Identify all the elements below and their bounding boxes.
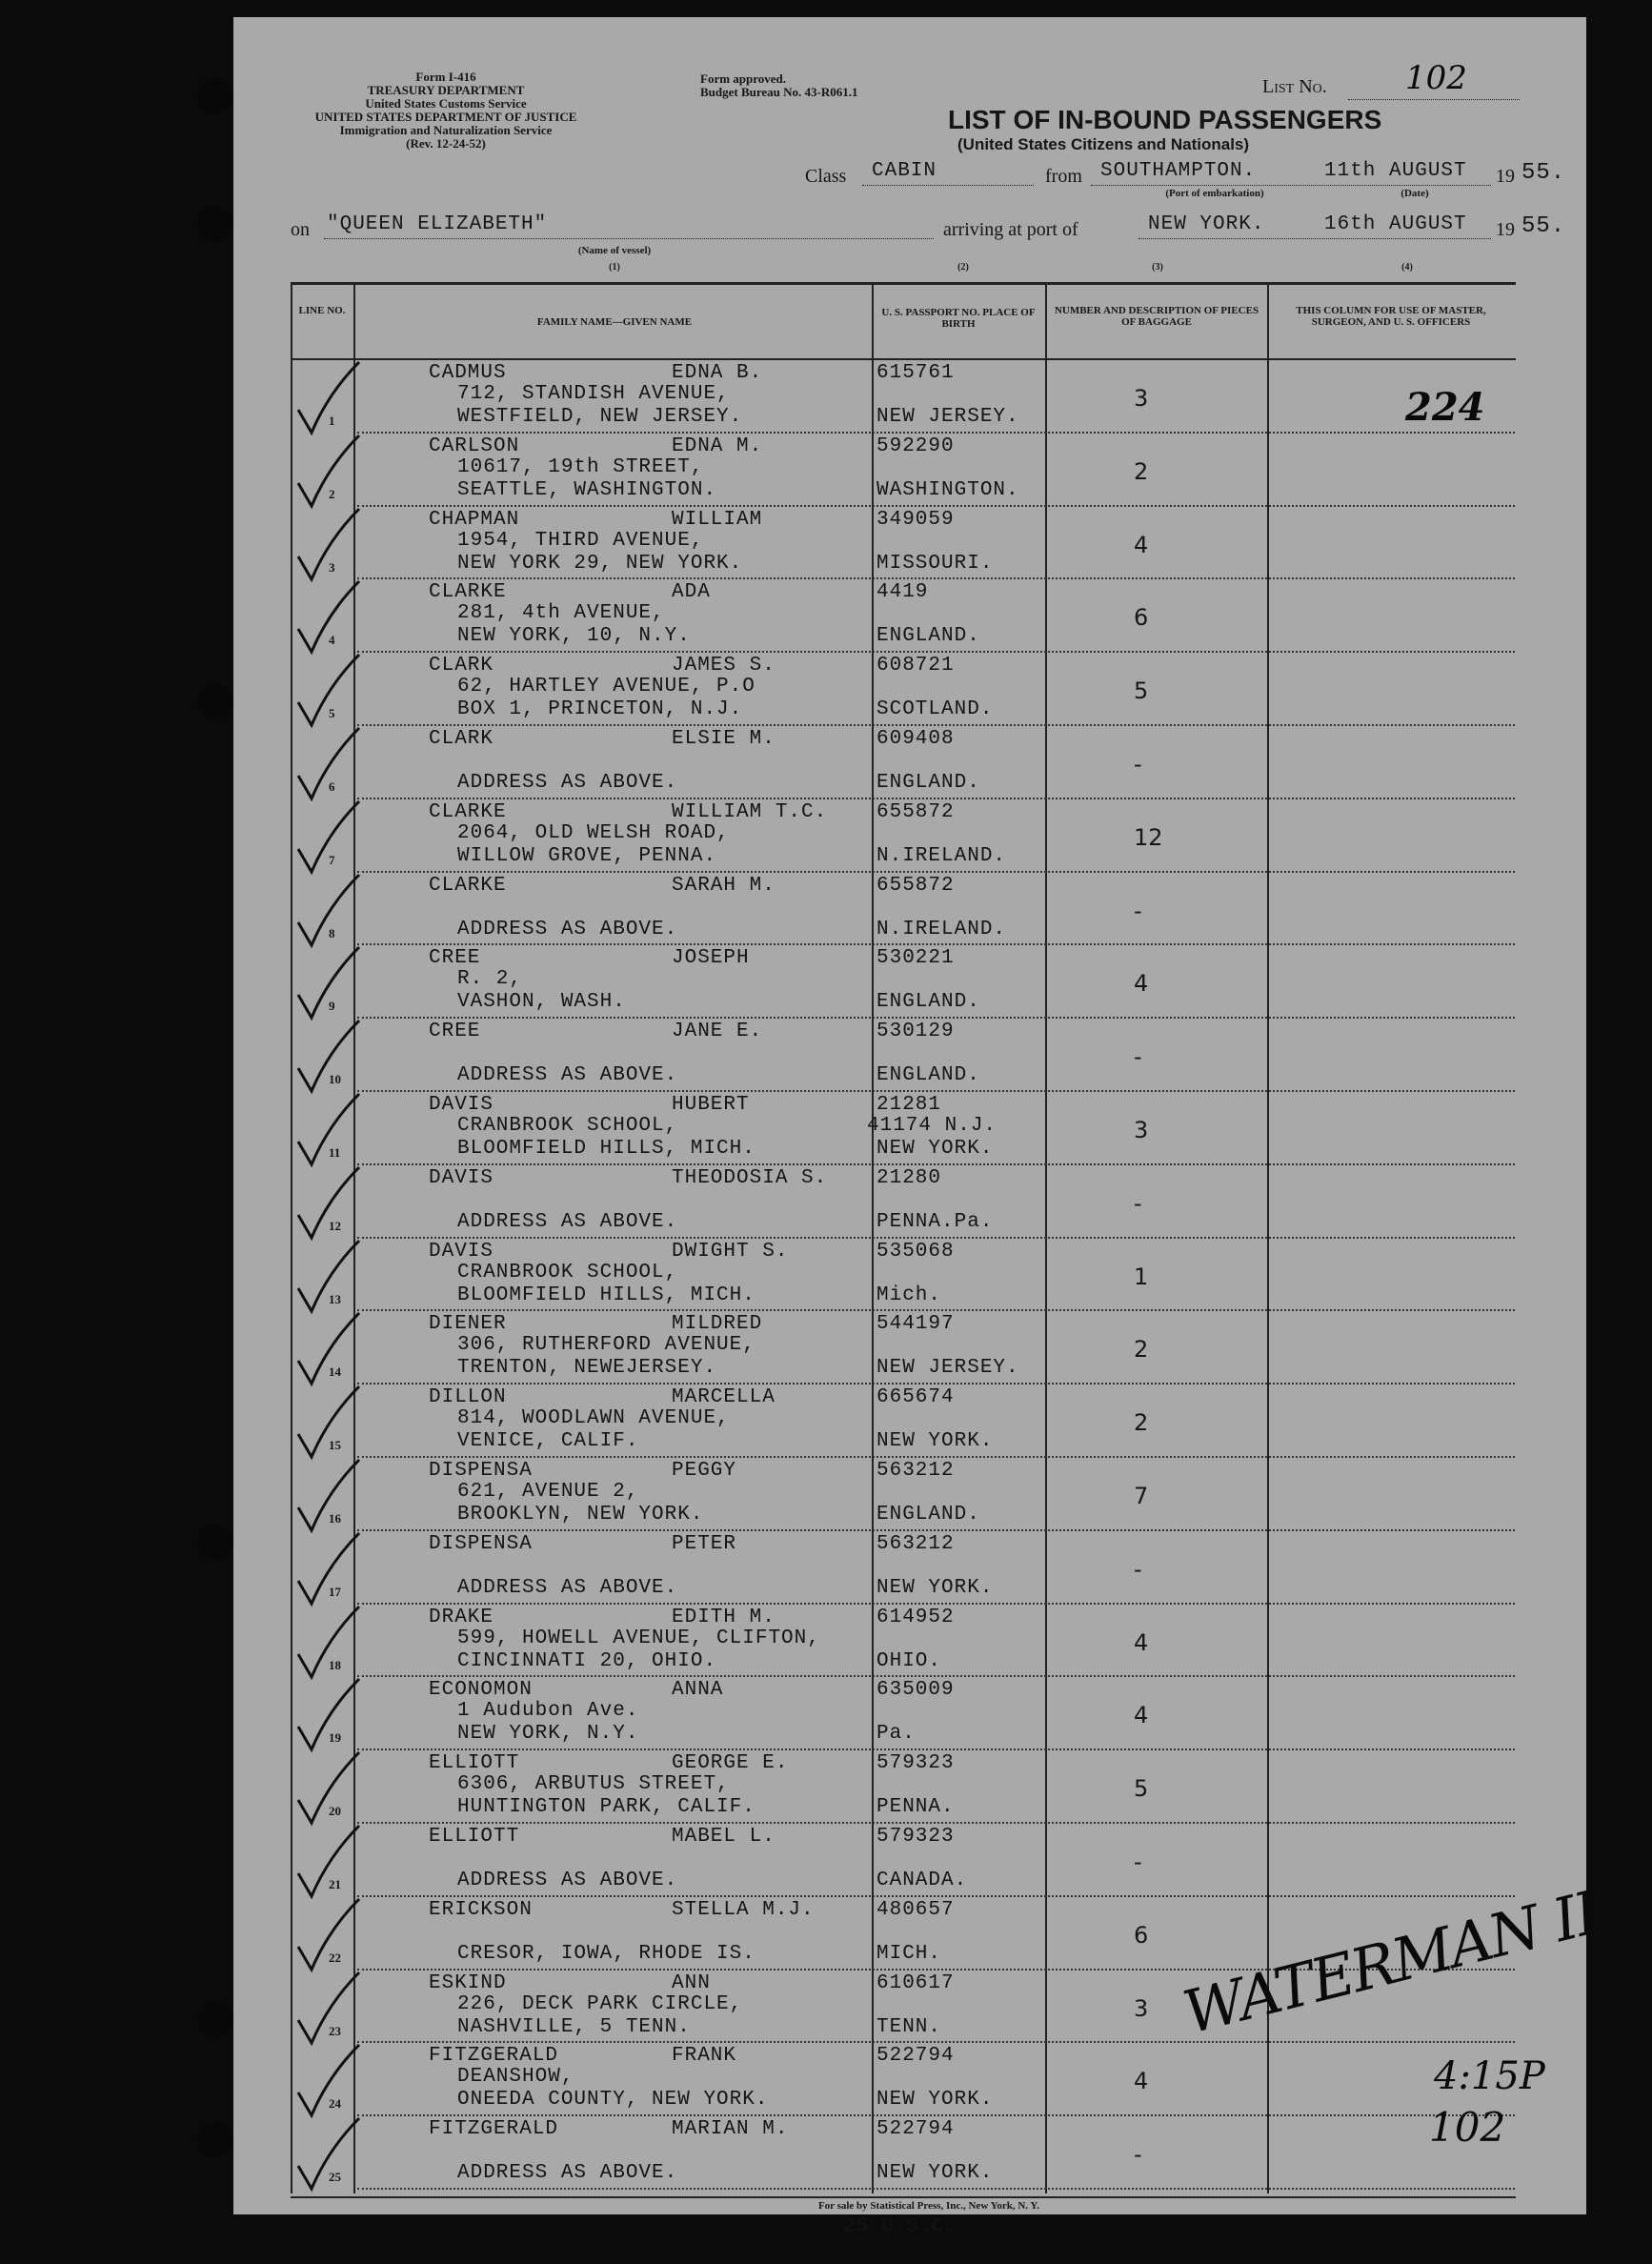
given-name: MILDRED [672, 1313, 763, 1336]
list-no-label: List No. [1262, 76, 1327, 97]
family-name: CLARK [429, 728, 494, 750]
baggage-count: - [1134, 1849, 1142, 1875]
title: LIST OF IN-BOUND PASSENGERS [948, 105, 1382, 134]
baggage-count: 5 [1134, 1775, 1149, 1803]
address-line-2: HUNTINGTON PARK, CALIF. [457, 1796, 755, 1819]
place-of-birth: ENGLAND. [876, 772, 980, 794]
address-line-2: ADDRESS AS ABOVE. [457, 918, 678, 940]
date-caption: (Date) [1400, 188, 1429, 199]
address-line-2: ADDRESS AS ABOVE. [457, 1576, 678, 1599]
form-id-block [289, 71, 603, 151]
baggage-count: 4 [1134, 2068, 1149, 2095]
row-separator [357, 577, 1515, 579]
class-label: Class [805, 166, 847, 187]
line-number: 16 [329, 1511, 341, 1526]
address-line-2: ONEEDA COUNTY, NEW YORK. [457, 2089, 769, 2112]
given-name: EDNA B. [672, 362, 763, 384]
row-separator [357, 1090, 1515, 1092]
from-label: from [1045, 166, 1082, 187]
given-name: MARIAN M. [672, 2118, 789, 2141]
place-of-birth: NEW YORK. [876, 1430, 994, 1453]
place-of-birth: MICH. [876, 1942, 942, 1965]
address-line-2: VENICE, CALIF. [457, 1430, 639, 1453]
passport-number: 579323 [876, 1826, 955, 1848]
header-baggage: NUMBER AND DESCRIPTION OF PIECES OF BAGGAGE [1054, 305, 1259, 328]
list-no-value: 102 [1405, 59, 1467, 97]
line-number: 21 [329, 1877, 341, 1891]
family-name: CLARK [429, 655, 494, 677]
address-line-1: 10617, 19th STREET, [457, 455, 704, 478]
bottom-code: 25 U.S.C. [843, 2214, 957, 2238]
check-mark-icon [291, 2111, 367, 2196]
header-line-no: LINE NO. [298, 305, 346, 316]
class-value: CABIN [872, 160, 937, 182]
passport-number: 608721 [876, 655, 955, 677]
address-line-2: WESTFIELD, NEW JERSEY. [457, 406, 743, 428]
place-of-birth: Mich. [876, 1284, 942, 1306]
given-name: WILLIAM T.C. [672, 800, 828, 823]
header-passport: U. S. PASSPORT NO. PLACE OF BIRTH [881, 307, 1036, 330]
passport-number: 480657 [876, 1898, 955, 1921]
family-name: DAVIS [429, 1094, 494, 1116]
baggage-count: 4 [1134, 531, 1149, 558]
row-separator [357, 798, 1515, 799]
col-number-4: (4) [1401, 262, 1413, 273]
given-name: JAMES S. [672, 655, 776, 677]
given-name: DWIGHT S. [672, 1240, 789, 1263]
revision-date: (Rev. 12-24-52) [406, 136, 486, 151]
given-name: JOSEPH [672, 947, 750, 970]
form-approved: Form approved. [700, 71, 787, 86]
baggage-count: - [1134, 2141, 1142, 2169]
line-number: 6 [329, 779, 335, 794]
binder-hole [197, 2121, 233, 2157]
footer-note: For sale by Statistical Press, Inc., New York, N. Y. [817, 2200, 1040, 2212]
baggage-count: - [1134, 751, 1142, 778]
given-name: PEGGY [672, 1460, 737, 1482]
baggage-count: - [1134, 1043, 1142, 1071]
binder-hole [197, 206, 233, 242]
family-name: DIENER [429, 1313, 507, 1336]
passport-number: 544197 [876, 1313, 955, 1336]
given-name: EDNA M. [672, 435, 763, 457]
year-prefix-1: 19 [1496, 166, 1515, 187]
family-name: ELLIOTT [429, 1752, 520, 1775]
row-separator [357, 2114, 1515, 2116]
baggage-count: 4 [1134, 1702, 1149, 1729]
place-of-birth: TENN. [876, 2015, 942, 2038]
baggage-count: 1 [1134, 1263, 1149, 1290]
arrival-port: NEW YORK. [1148, 213, 1265, 235]
address-line-1: 621, AVENUE 2, [457, 1481, 639, 1503]
treasury-dept: TREASURY DEPARTMENT [367, 83, 525, 97]
baggage-count: 3 [1134, 385, 1149, 412]
vessel-underline [324, 238, 934, 239]
list-no-underline [1348, 99, 1520, 100]
place-of-birth: OHIO. [876, 1649, 942, 1672]
place-of-birth: N.IRELAND. [876, 918, 1007, 940]
family-name: ERICKSON [429, 1898, 533, 1921]
form-number: Form I-416 [415, 70, 476, 84]
line-number: 24 [329, 2096, 341, 2112]
place-of-birth: WASHINGTON. [876, 478, 1019, 501]
line-number: 5 [329, 706, 335, 721]
justice-dept: UNITED STATES DEPARTMENT OF JUSTICE [314, 110, 577, 124]
address-line-1: 814, WOODLAWN AVENUE, [457, 1407, 730, 1430]
row-separator [357, 1309, 1515, 1311]
address-line-2: NEW YORK, 10, N.Y. [457, 625, 691, 648]
year-1: 55. [1521, 160, 1566, 186]
given-name: ADA [672, 581, 711, 604]
place-of-birth: NEW JERSEY. [876, 1357, 1019, 1380]
address-line-1: 281, 4th AVENUE, [457, 602, 665, 625]
col-number-3: (3) [1152, 262, 1163, 273]
passport-number: 655872 [876, 874, 955, 897]
passport-number: 609408 [876, 728, 955, 750]
address-line-1: DEANSHOW, [457, 2066, 574, 2089]
address-line-2: SEATTLE, WASHINGTON. [457, 478, 717, 501]
place-of-birth: NEW JERSEY. [876, 406, 1019, 428]
row-separator [357, 2041, 1515, 2043]
col-number-2: (2) [957, 262, 969, 273]
given-name: HUBERT [672, 1094, 750, 1116]
place-of-birth: ENGLAND. [876, 1064, 980, 1087]
place-of-birth: CANADA. [876, 1870, 968, 1891]
row-separator [357, 871, 1515, 873]
port-embarkation-caption: (Port of embarkation) [1165, 188, 1264, 199]
passport-number: 530221 [876, 947, 955, 970]
passport-number: 592290 [876, 435, 955, 457]
passport-number: 21281 [876, 1094, 942, 1116]
line-number: 4 [329, 633, 335, 648]
line-number: 14 [329, 1364, 341, 1380]
family-name: DAVIS [429, 1166, 494, 1189]
baggage-count: 4 [1134, 1628, 1149, 1656]
passport-number: 615761 [876, 362, 955, 384]
row-separator [357, 1529, 1515, 1531]
header-officers: THIS COLUMN FOR USE OF MASTER, SURGEON, AND U. S. OFFICERS [1296, 305, 1486, 328]
signature-list-no: 102 [1429, 2104, 1506, 2151]
year-2: 55. [1521, 213, 1566, 239]
line-number: 12 [329, 1218, 341, 1233]
place-of-birth: PENNA. [876, 1796, 955, 1819]
row-separator [357, 724, 1515, 726]
family-name: DISPENSA [429, 1460, 533, 1482]
vessel-caption: (Name of vessel) [577, 245, 652, 256]
passenger-list-form [233, 17, 1604, 2238]
port-embarkation: SOUTHAMPTON. [1100, 160, 1257, 182]
line-number: 20 [329, 1804, 341, 1819]
given-name: STELLA M.J. [672, 1898, 815, 1921]
binder-hole [197, 1525, 233, 1561]
address-line-2: BROOKLYN, NEW YORK. [457, 1504, 704, 1526]
row-separator [357, 2188, 1515, 2190]
address-line-2: BOX 1, PRINCETON, N.J. [457, 698, 743, 721]
header-rule [291, 358, 1516, 360]
given-name: SARAH M. [672, 874, 776, 897]
header-name: FAMILY NAME—GIVEN NAME [536, 316, 693, 328]
family-name: CHAPMAN [429, 508, 520, 531]
baggage-count: - [1134, 1189, 1142, 1217]
baggage-count: - [1134, 1555, 1142, 1583]
baggage-count: 3 [1134, 1117, 1149, 1143]
embark-date: 11th AUGUST [1324, 160, 1467, 182]
family-name: DRAKE [429, 1606, 494, 1628]
arriving-label: arriving at port of [943, 219, 1078, 240]
col-number-1: (1) [609, 262, 620, 273]
address-line-1: CRANBROOK SCHOOL, [457, 1115, 678, 1137]
line-number: 18 [329, 1657, 341, 1672]
given-name: ANNA [672, 1679, 724, 1702]
baggage-count: 7 [1134, 1483, 1149, 1509]
family-name: CLARKE [429, 581, 507, 604]
budget-bureau-no: Budget Bureau No. 43-R061.1 [700, 85, 858, 99]
arrival-underline [1138, 238, 1491, 239]
baggage-count: 2 [1134, 1409, 1149, 1437]
row-separator [357, 651, 1515, 653]
passport-number: 4419 [876, 581, 929, 604]
passport-number: 635009 [876, 1679, 955, 1702]
binder-hole [197, 2001, 233, 2037]
given-name: PETER [672, 1532, 737, 1555]
passport-number: 610617 [876, 1971, 955, 1994]
line-number: 10 [329, 1072, 341, 1087]
address-line-1: 1 Audubon Ave. [457, 1700, 639, 1723]
immigration-service: Immigration and Naturalization Service [339, 123, 553, 137]
place-of-birth: ENGLAND. [876, 1504, 980, 1526]
family-name: CADMUS [429, 362, 507, 384]
line-number: 7 [329, 852, 335, 867]
family-name: CREE [429, 947, 481, 970]
address-line-2: ADDRESS AS ABOVE. [457, 1064, 678, 1087]
row-separator [357, 943, 1515, 945]
address-line-1: 599, HOWELL AVENUE, CLIFTON, [457, 1627, 820, 1649]
address-line-2: BLOOMFIELD HILLS, MICH. [457, 1138, 755, 1160]
line-number: 17 [329, 1584, 341, 1599]
passport-number: 522794 [876, 2118, 955, 2141]
row-separator [357, 1749, 1515, 1750]
line-number: 22 [329, 1950, 341, 1965]
family-name: DISPENSA [429, 1532, 533, 1555]
row-separator [357, 1822, 1515, 1824]
class-underline [862, 185, 1034, 186]
line-number: 11 [329, 1145, 341, 1160]
address-line-1: CRANBROOK SCHOOL, [457, 1261, 678, 1284]
line-number: 13 [329, 1291, 341, 1306]
given-name: FRANK [672, 2045, 737, 2068]
place-of-birth: ENGLAND. [876, 625, 980, 648]
row-separator [357, 1163, 1515, 1165]
place-of-birth: PENNA.Pa. [876, 1210, 994, 1233]
place-of-birth: MISSOURI. [876, 552, 994, 575]
baggage-count: - [1134, 897, 1142, 924]
on-label: on [291, 219, 310, 240]
line-number: 9 [329, 999, 335, 1014]
family-name: ELLIOTT [429, 1826, 520, 1848]
given-name: ANN [672, 1971, 711, 1994]
given-name: JANE E. [672, 1021, 763, 1043]
address-line-2: ADDRESS AS ABOVE. [457, 2162, 678, 2185]
line-number: 3 [329, 559, 335, 575]
row-separator [357, 1237, 1515, 1239]
address-line-2: BLOOMFIELD HILLS, MICH. [457, 1284, 755, 1306]
row-separator [357, 1603, 1515, 1605]
family-name: ESKIND [429, 1971, 507, 1994]
line-number: 23 [329, 2023, 341, 2038]
line-number: 1 [329, 414, 335, 428]
given-name: ELSIE M. [672, 728, 776, 750]
passport-number: 522794 [876, 2045, 955, 2068]
baggage-count: 5 [1134, 677, 1149, 705]
given-name: EDITH M. [672, 1606, 776, 1628]
place-of-birth: Pa. [876, 1723, 916, 1746]
given-name: MARCELLA [672, 1386, 776, 1409]
given-name: WILLIAM [672, 508, 763, 531]
address-line-2: ADDRESS AS ABOVE. [457, 1210, 678, 1233]
row-separator [357, 432, 1515, 434]
passport-number: 563212 [876, 1532, 955, 1555]
given-name: THEODOSIA S. [672, 1166, 828, 1189]
binder-hole [197, 78, 233, 114]
from-underline [1091, 185, 1491, 186]
line-number: 8 [329, 925, 335, 940]
baggage-count: 3 [1134, 1994, 1149, 2022]
family-name: DILLON [429, 1386, 507, 1409]
line-number: 19 [329, 1730, 341, 1746]
signature-time: 4:15P [1434, 2054, 1545, 2098]
family-name: CLARKE [429, 800, 507, 823]
family-name: FITZGERALD [429, 2118, 559, 2141]
row-separator [357, 505, 1515, 507]
baggage-count: 6 [1134, 1921, 1149, 1949]
address-line-2: CRESOR, IOWA, RHODE IS. [457, 1942, 755, 1965]
passport-number: 21280 [876, 1166, 942, 1189]
family-name: ECONOMON [429, 1679, 533, 1702]
row-separator [357, 1017, 1515, 1019]
place-of-birth: NEW YORK. [876, 2162, 994, 2185]
address-line-2: ADDRESS AS ABOVE. [457, 1870, 678, 1891]
baggage-count: 2 [1134, 1336, 1149, 1364]
passport-number: 349059 [876, 508, 955, 531]
address-line-2: NEW YORK 29, NEW YORK. [457, 552, 743, 575]
family-name: DAVIS [429, 1240, 494, 1263]
address-line-2: NASHVILLE, 5 TENN. [457, 2015, 691, 2038]
signature-name: WATERMAN II [1177, 1877, 1604, 2048]
place-of-birth: NEW YORK. [876, 1138, 994, 1160]
address-line-1: 712, STANDISH AVENUE, [457, 383, 730, 405]
given-name: MABEL L. [672, 1826, 776, 1848]
baggage-count: 2 [1134, 457, 1149, 485]
arrival-date: 16th AUGUST [1324, 213, 1467, 235]
approval-block [700, 72, 910, 99]
address-line-2: ADDRESS AS ABOVE. [457, 772, 678, 794]
address-line-2: TRENTON, NEWEJERSEY. [457, 1357, 717, 1380]
year-prefix-2: 19 [1496, 219, 1515, 240]
address-line-2: NEW YORK, N.Y. [457, 1723, 639, 1746]
address-line-1: 226, DECK PARK CIRCLE, [457, 1992, 743, 2015]
line-number: 2 [329, 486, 335, 501]
address-line-2: WILLOW GROVE, PENNA. [457, 844, 717, 867]
subtitle: (United States Citizens and Nationals) [957, 135, 1250, 153]
baggage-count: 6 [1134, 604, 1149, 632]
address-line-2: CINCINNATI 20, OHIO. [457, 1649, 717, 1672]
line-number: 15 [329, 1438, 341, 1453]
family-name: FITZGERALD [429, 2045, 559, 2068]
family-name: CLARKE [429, 874, 507, 897]
baggage-count: 4 [1134, 970, 1149, 998]
row-separator [357, 1675, 1515, 1677]
address-line-1: 306, RUTHERFORD AVENUE, [457, 1334, 755, 1357]
vessel-name: "QUEEN ELIZABETH" [327, 213, 548, 235]
passport-number: 655872 [876, 800, 955, 823]
address-line-1: 6306, ARBUTUS STREET, [457, 1773, 730, 1796]
address-line-2: VASHON, WASH. [457, 991, 626, 1014]
passport-number: 530129 [876, 1021, 955, 1043]
address-line-1: R. 2, [457, 968, 523, 991]
address-line-1: 62, HARTLEY AVENUE, P.O [457, 676, 755, 698]
place-of-birth: NEW YORK. [876, 2089, 994, 2112]
binder-hole [197, 684, 233, 720]
place-of-birth: ENGLAND. [876, 991, 980, 1014]
place-of-birth: NEW YORK. [876, 1576, 994, 1599]
family-name: CARLSON [429, 435, 520, 457]
line-number: 25 [329, 2170, 341, 2185]
customs-service: United States Customs Service [365, 96, 527, 111]
passport-number: 665674 [876, 1386, 955, 1409]
handwritten-total: 224 [1405, 385, 1485, 430]
address-line-1: 1954, THIRD AVENUE, [457, 529, 704, 552]
passport-correction: 41174 N.J. [867, 1115, 997, 1137]
passport-number: 535068 [876, 1240, 955, 1263]
address-line-1: 2064, OLD WELSH ROAD, [457, 821, 730, 844]
baggage-count: 12 [1134, 823, 1163, 851]
place-of-birth: N.IRELAND. [876, 844, 1007, 867]
row-separator [357, 1456, 1515, 1458]
passport-number: 579323 [876, 1752, 955, 1775]
given-name: GEORGE E. [672, 1752, 789, 1775]
family-name: CREE [429, 1021, 481, 1043]
place-of-birth: SCOTLAND. [876, 698, 994, 721]
passport-number: 614952 [876, 1606, 955, 1628]
row-separator [357, 1383, 1515, 1385]
row-separator [357, 1895, 1515, 1897]
passport-number: 563212 [876, 1460, 955, 1482]
